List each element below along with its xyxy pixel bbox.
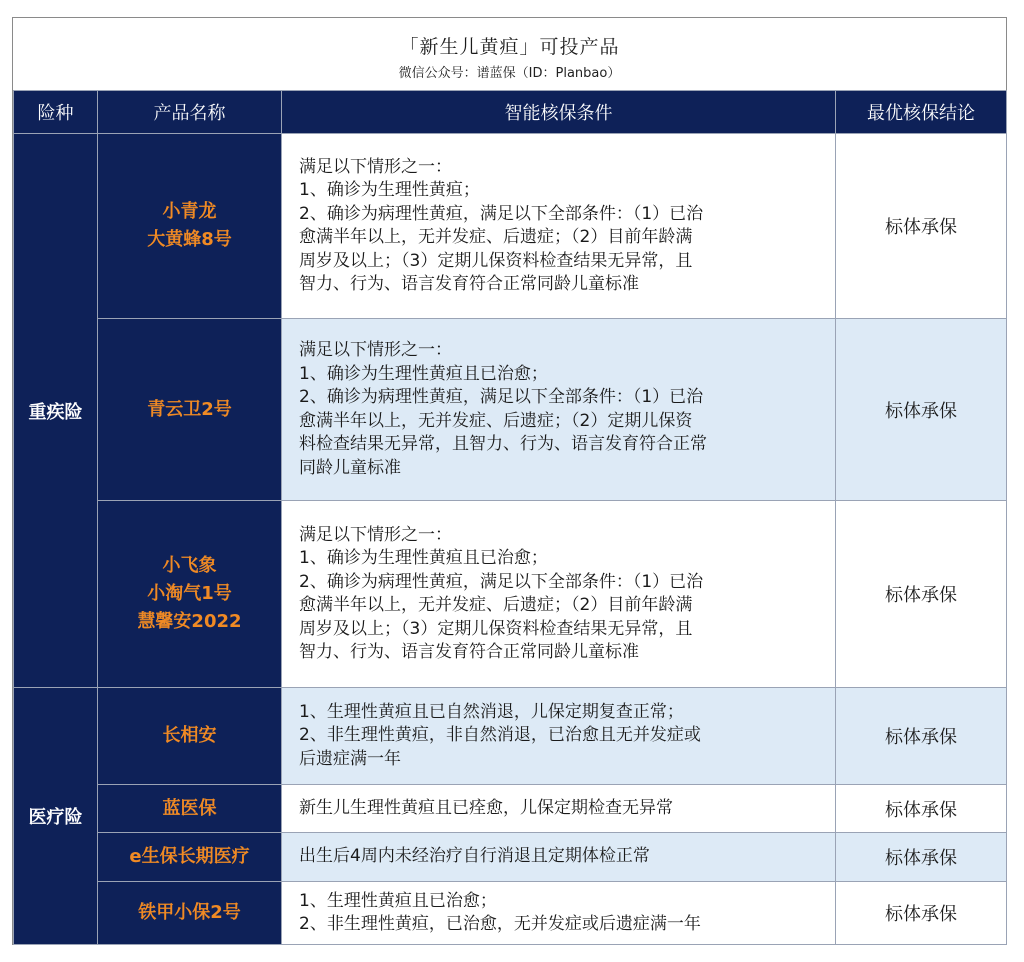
result-cell: 标体承保 [836,785,1007,833]
product-name: e生保长期医疗 [129,846,250,867]
condition-line: 愈满半年以上，无并发症、后遗症；（2）目前年龄满 [299,595,693,615]
condition-line: 1、确诊为生理性黄疸且已治愈； [299,548,548,568]
condition-line: 后遗症满一年 [299,748,401,769]
product-name-cell [98,688,282,785]
header-result: 最优核保结论 [836,91,1007,134]
product-name: 小青龙 [162,201,217,222]
product-name-cell [98,134,282,319]
product-name-cell [98,319,282,501]
product-name: 铁甲小保2号 [138,902,241,923]
header-category: 险种 [14,91,98,134]
table-row [14,501,1007,688]
product-name-cell [98,501,282,688]
condition-line: 愈满半年以上，无并发症、后遗症；（2）目前年龄满 [299,227,693,247]
table-row [14,785,1007,833]
condition-line: 1、确诊为生理性黄疸且已治愈； [299,363,548,384]
table-frame [12,17,1007,945]
page-subtitle: 微信公众号：谱蓝保（ID：Planbao） [398,66,621,81]
condition-line: 满足以下情形之一： [299,156,452,177]
condition-line: 2、非生理性黄疸，已治愈，无并发症或后遗症满一年 [299,914,701,934]
header-product: 产品名称 [98,91,282,134]
product-name: 青云卫2号 [147,398,232,420]
condition-line: 1、生理性黄疸且已治愈； [299,890,497,911]
condition-line: 智力、行为、语言发育符合正常同龄儿童标准 [299,274,639,294]
header-conditions: 智能核保条件 [282,91,836,134]
condition-line: 2、确诊为病理性黄疸，满足以下全部条件：（1）已治 [299,571,704,592]
conditions-cell [282,319,836,501]
product-name-cell [98,833,282,882]
result-cell: 标体承保 [836,882,1007,945]
category-medical: 医疗险 [14,688,98,945]
table-row [14,688,1007,785]
product-name: 慧馨安2022 [137,611,242,632]
result-cell: 标体承保 [836,688,1007,785]
product-name-cell [98,882,282,945]
title-box [13,18,1006,91]
condition-line: 2、确诊为病理性黄疸，满足以下全部条件：（1）已治 [299,387,704,407]
table-header-row [14,91,1007,134]
condition-line: 满足以下情形之一： [299,340,452,360]
condition-line: 出生后4周内未经治疗自行消退且定期体检正常 [299,846,650,867]
condition-line: 周岁及以上；（3）定期儿保资料检查结果无异常，且 [299,618,693,639]
table-row [14,134,1007,319]
condition-line: 愈满半年以上，无并发症、后遗症；（2）定期儿保资 [299,410,693,431]
condition-line: 1、生理性黄疸且已自然消退，儿保定期复查正常； [299,701,684,722]
condition-line: 周岁及以上；（3）定期儿保资料检查结果无异常，且 [299,250,693,271]
conditions-cell [282,785,836,833]
product-table [13,90,1007,945]
table-row [14,882,1007,945]
condition-line: 2、确诊为病理性黄疸，满足以下全部条件：（1）已治 [299,203,704,224]
page-title: 「新生儿黄疸」可投产品 [399,36,620,58]
condition-line: 料检查结果无异常，且智力、行为、语言发育符合正常 [299,434,707,454]
product-name: 小淘气1号 [147,583,232,604]
conditions-cell [282,134,836,319]
condition-line: 1、确诊为生理性黄疸； [299,180,480,200]
condition-line: 智力、行为、语言发育符合正常同龄儿童标准 [299,642,639,662]
conditions-cell [282,688,836,785]
result-cell: 标体承保 [836,134,1007,319]
product-name: 蓝医保 [162,797,217,819]
result-cell: 标体承保 [836,319,1007,501]
condition-line: 同龄儿童标准 [299,457,401,478]
product-name: 小飞象 [162,555,217,576]
condition-line: 新生儿生理性黄疸且已痊愈，儿保定期检查无异常 [299,797,673,818]
result-cell: 标体承保 [836,501,1007,688]
table-row [14,833,1007,882]
condition-line: 2、非生理性黄疸，非自然消退，已治愈且无并发症或 [299,725,701,746]
product-name-cell [98,785,282,833]
category-critical-illness: 重疾险 [14,134,98,688]
conditions-cell [282,833,836,882]
result-cell: 标体承保 [836,833,1007,882]
product-name: 大黄蜂8号 [147,229,232,250]
conditions-cell [282,501,836,688]
table-row [14,319,1007,501]
conditions-cell [282,882,836,945]
product-name: 长相安 [162,725,217,746]
condition-line: 满足以下情形之一： [299,524,452,545]
